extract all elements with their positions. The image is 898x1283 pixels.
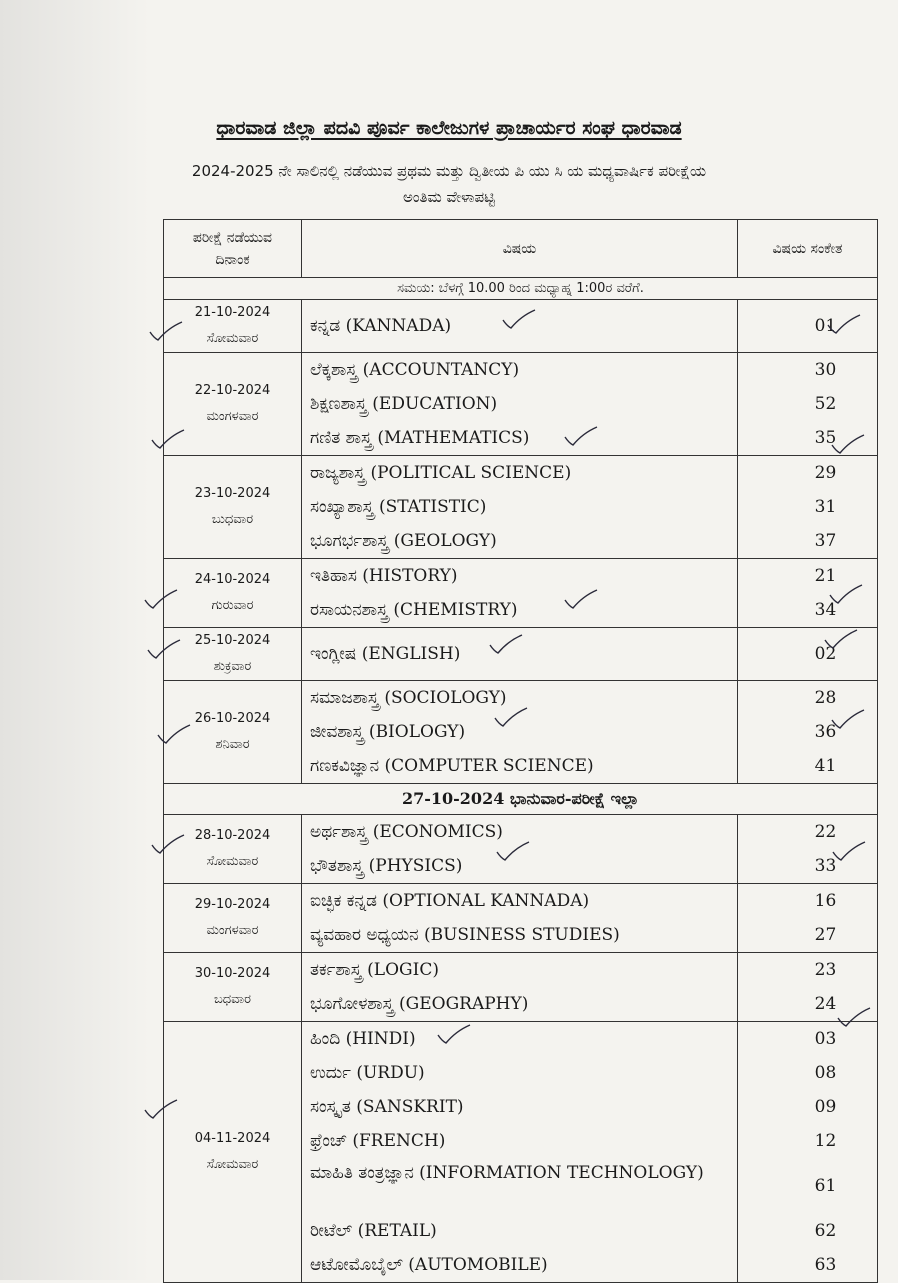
subject-name: ಉರ್ದು (URDU)	[310, 1063, 425, 1083]
code-cell	[738, 300, 878, 353]
timing-row	[164, 278, 878, 300]
subject-code: 21	[814, 566, 837, 586]
subject-code: 37	[814, 531, 837, 551]
subject-code: 08	[814, 1063, 837, 1083]
exam-date-cell	[164, 953, 302, 1022]
subject-code: 12	[814, 1131, 837, 1151]
table-row	[164, 681, 878, 784]
subject-code: 63	[814, 1255, 837, 1275]
subject-name: ಮಾಹಿತಿ ತಂತ್ರಜ್ಞಾನ (INFORMATION TECHNOLOGY)	[310, 1163, 704, 1183]
subject-name: ಭೂಗರ್ಭಶಾಸ್ತ್ರ (GEOLOGY)	[310, 531, 497, 551]
exam-weekday: ಸೋಮವಾರ	[206, 331, 259, 346]
subject-name: ಐಚ್ಛಿಕ ಕನ್ನಡ (OPTIONAL KANNADA)	[310, 891, 590, 911]
exam-weekday: ಶನಿವಾರ	[215, 737, 250, 752]
table-row	[164, 1022, 878, 1283]
table-row	[164, 953, 878, 1022]
exam-date-cell	[164, 456, 302, 559]
subject-code: 36	[814, 722, 837, 742]
code-cell	[738, 681, 878, 784]
exam-weekday: ಮಂಗಳವಾರ	[206, 923, 259, 938]
subject-code: 16	[814, 891, 837, 911]
subject-name: ಭೂಗೋಳಶಾಸ್ತ್ರ (GEOGRAPHY)	[310, 994, 529, 1014]
subject-code: 41	[814, 756, 837, 776]
exam-weekday: ಸೋಮವಾರ	[206, 854, 259, 869]
subject-code: 24	[814, 994, 837, 1014]
code-cell	[738, 815, 878, 884]
exam-date-cell	[164, 1022, 302, 1283]
subject-name: ಗಣಿತ ಶಾಸ್ತ್ರ (MATHEMATICS)	[310, 428, 530, 448]
subject-code: 61	[814, 1176, 837, 1196]
subject-name: ಲೆಕ್ಕಶಾಸ್ತ್ರ (ACCOUNTANCY)	[310, 360, 520, 380]
timetable-label: ಅಂತಿಮ ವೇಳಾಪಟ್ಟಿ	[403, 188, 495, 206]
code-cell	[738, 953, 878, 1022]
subject-name: ಇತಿಹಾಸ (HISTORY)	[310, 566, 458, 586]
exam-date-cell	[164, 681, 302, 784]
table-row	[164, 628, 878, 681]
date-column-header: ಪರೀಕ್ಷೆ ನಡೆಯುವ ದಿನಾಂಕ	[164, 220, 302, 278]
code-cell	[738, 559, 878, 628]
exam-date: 23-10-2024	[194, 486, 271, 501]
subject-name: ಅರ್ಥಶಾಸ್ತ್ರ (ECONOMICS)	[310, 822, 503, 842]
subject-name: ತರ್ಕಶಾಸ್ತ್ರ (LOGIC)	[310, 960, 439, 980]
subject-name: ಸಂಸ್ಕೃತ (SANSKRIT)	[310, 1097, 464, 1117]
subject-code: 27	[814, 925, 837, 945]
subject-code: 28	[814, 688, 837, 708]
subject-cell	[302, 681, 738, 784]
subject-name: ಜೀವಶಾಸ್ತ್ರ (BIOLOGY)	[310, 722, 466, 742]
association-title: ಧಾರವಾಡ ಜಿಲ್ಲಾ ಪದವಿ ಪೂರ್ವ ಕಾಲೇಜುಗಳ ಪ್ರಾಚಾರ್ಯರ ಸಂಘ ಧಾರವಾಡ	[216, 117, 682, 139]
exam-weekday: ಬುಧವಾರ	[211, 512, 254, 527]
subject-cell	[302, 559, 738, 628]
subject-code: 22	[814, 822, 837, 842]
subject-name: ಆಟೋಮೊಬೈಲ್ (AUTOMOBILE)	[310, 1255, 548, 1275]
exam-date: 22-10-2024	[194, 383, 271, 398]
subject-column-header: ವಿಷಯ	[302, 220, 738, 278]
subject-name: ರೀಟೆಲ್ (RETAIL)	[310, 1221, 437, 1241]
table-row	[164, 815, 878, 884]
exam-date: 04-11-2024	[194, 1131, 271, 1146]
subject-name: ಇಂಗ್ಲೀಷ (ENGLISH)	[310, 644, 461, 664]
subject-name: ರಾಜ್ಯಶಾಸ್ತ್ರ (POLITICAL SCIENCE)	[310, 463, 572, 483]
exam-weekday: ಮಂಗಳವಾರ	[206, 409, 259, 424]
exam-date: 26-10-2024	[194, 711, 271, 726]
subject-code: 09	[814, 1097, 837, 1117]
subject-code: 52	[814, 394, 837, 414]
subject-cell	[302, 1022, 738, 1283]
subject-code: 33	[814, 856, 837, 876]
subject-name: ಸಮಾಜಶಾಸ್ತ್ರ (SOCIOLOGY)	[310, 688, 507, 708]
code-cell	[738, 884, 878, 953]
exam-weekday: ಬಧವಾರ	[213, 992, 251, 1007]
exam-date-cell	[164, 353, 302, 456]
exam-subtitle: 2024-2025 ನೇ ಸಾಲಿನಲ್ಲಿ ನಡೆಯುವ ಪ್ರಥಮ ಮತ್ತು ದ್ವಿತೀಯ ಪಿ ಯು ಸಿ ಯ ಮಧ್ಯವಾರ್ಷಿಕ ಪರೀಕ್ಷೆಯ	[191, 162, 707, 180]
table-row	[164, 353, 878, 456]
holiday-notice: 27-10-2024 ಭಾನುವಾರ-ಪರೀಕ್ಷೆ ಇಲ್ಲಾ	[164, 784, 878, 815]
subject-code: 30	[814, 360, 837, 380]
exam-date-cell	[164, 815, 302, 884]
exam-weekday: ಶುಕ್ರವಾರ	[213, 659, 252, 674]
exam-date: 28-10-2024	[194, 828, 271, 843]
code-cell	[738, 628, 878, 681]
subject-code: 03	[814, 1029, 837, 1049]
table-row	[164, 300, 878, 353]
exam-date: 30-10-2024	[194, 966, 271, 981]
exam-date: 25-10-2024	[194, 633, 271, 648]
exam-date: 29-10-2024	[194, 897, 271, 912]
subject-code: 02	[814, 644, 837, 664]
subject-name: ರಸಾಯನಶಾಸ್ತ್ರ (CHEMISTRY)	[310, 600, 518, 620]
holiday-row	[164, 784, 878, 815]
code-cell	[738, 1022, 878, 1283]
subject-code: 62	[814, 1221, 837, 1241]
exam-date-cell	[164, 559, 302, 628]
subject-name: ಸಂಖ್ಯಾಶಾಸ್ತ್ರ (STATISTIC)	[310, 497, 487, 517]
subject-code: 31	[814, 497, 837, 517]
subject-code: 35	[814, 428, 837, 448]
table-header-row	[164, 220, 878, 278]
subject-name: ಹಿಂದಿ (HINDI)	[310, 1029, 416, 1049]
exam-timing: ಸಮಯ: ಬೆಳಗ್ಗೆ 10.00 ರಿಂದ ಮಧ್ಯಾಹ್ನ 1:00ರ ವರೆಗೆ.	[164, 278, 878, 300]
code-column-header: ವಿಷಯ ಸಂಕೇತ	[738, 220, 878, 278]
subject-name: ಶಿಕ್ಷಣಶಾಸ್ತ್ರ (EDUCATION)	[310, 394, 498, 414]
code-cell	[738, 353, 878, 456]
exam-weekday: ಸೋಮವಾರ	[206, 1157, 259, 1172]
subject-code: 23	[814, 960, 837, 980]
subject-code: 34	[814, 600, 837, 620]
table-row	[164, 884, 878, 953]
subject-cell	[302, 300, 738, 353]
subject-name: ಗಣಕವಿಜ್ಞಾನ (COMPUTER SCIENCE)	[310, 756, 594, 776]
exam-timetable	[163, 219, 878, 1283]
subject-cell	[302, 353, 738, 456]
subject-cell	[302, 456, 738, 559]
subject-code: 01	[814, 316, 837, 336]
subject-name: ವ್ಯವಹಾರ ಅಧ್ಯಯನ (BUSINESS STUDIES)	[310, 925, 620, 945]
exam-date-cell	[164, 300, 302, 353]
exam-date-cell	[164, 628, 302, 681]
subject-cell	[302, 628, 738, 681]
subject-name: ಕನ್ನಡ (KANNADA)	[310, 316, 452, 336]
subject-cell	[302, 884, 738, 953]
subject-name: ಫ್ರೆಂಚ್ (FRENCH)	[310, 1131, 446, 1151]
table-row	[164, 559, 878, 628]
exam-date: 21-10-2024	[194, 305, 271, 320]
table-row	[164, 456, 878, 559]
subject-name: ಭೌತಶಾಸ್ತ್ರ (PHYSICS)	[310, 856, 463, 876]
code-cell	[738, 456, 878, 559]
subject-cell	[302, 953, 738, 1022]
exam-weekday: ಗುರುವಾರ	[211, 598, 254, 613]
subject-cell	[302, 815, 738, 884]
exam-date-cell	[164, 884, 302, 953]
subject-code: 29	[814, 463, 837, 483]
exam-date: 24-10-2024	[194, 572, 271, 587]
